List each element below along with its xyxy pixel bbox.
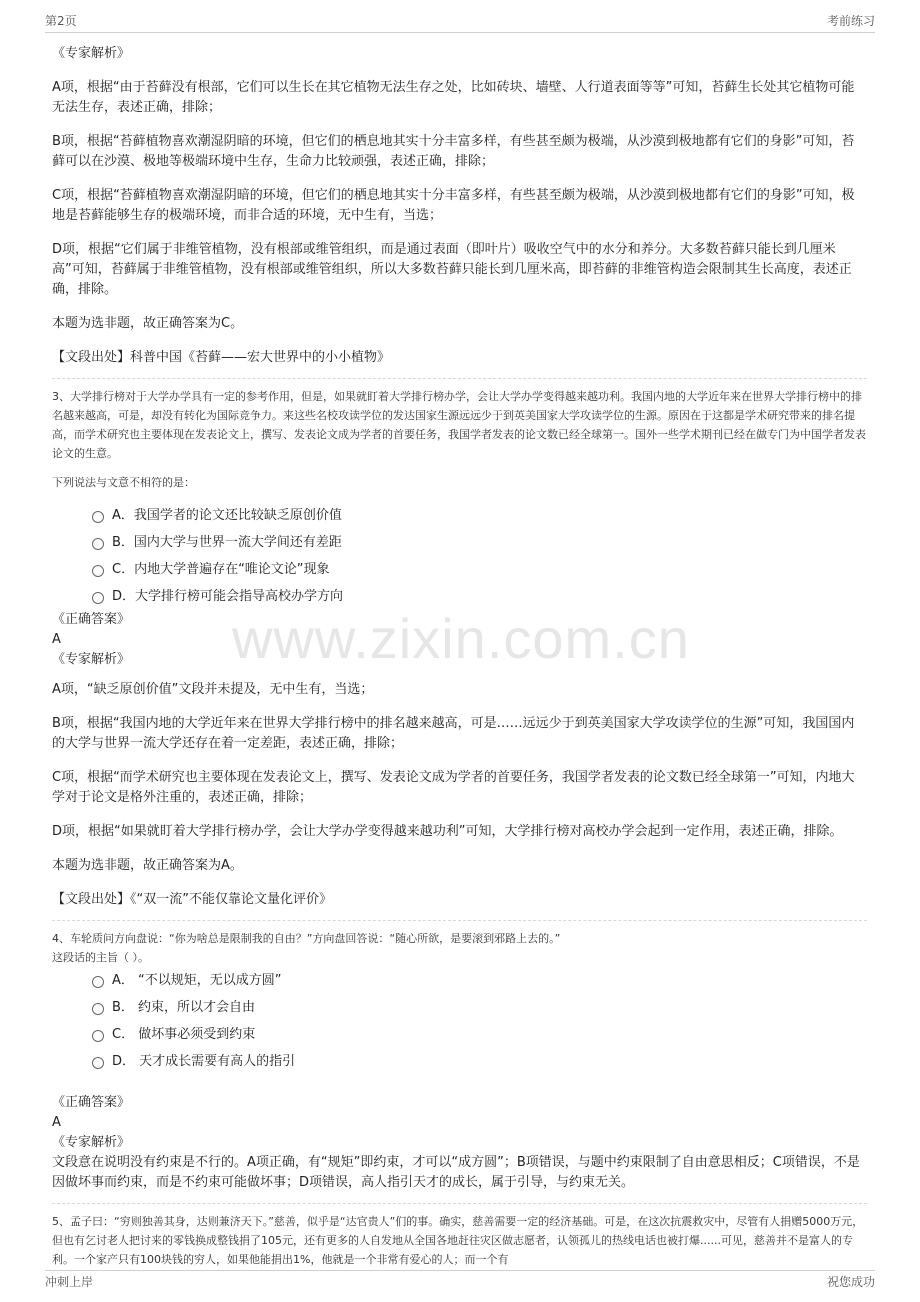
q2-analysis-a: A项，根据“由于苔藓没有根部，它们可以生长在其它植物无法生存之处，比如砖块、墙壁、人行道表面等等”可知，苔藓生长处其它植物可能无法生存，表述正确，排除； bbox=[52, 80, 855, 115]
q3-analysis-label: 《专家解析》 bbox=[52, 652, 131, 667]
divider bbox=[52, 920, 867, 921]
q4-stem: 4、车轮质问方向盘说：“你为啥总是限制我的自由？”方向盘回答说：“随心所欲，是要滚到邪路上去的。” bbox=[52, 932, 561, 945]
q3-analysis-b: B项，根据“我国内地的大学近年来在世界大学排行榜中的排名越来越高，可是……远远少于到英美国家大学攻读学位的生源”可知，我国国内的大学与世界一流大学还存在着一定差距，表述正确，排除； bbox=[52, 716, 855, 751]
radio-icon[interactable] bbox=[92, 592, 104, 604]
q3-analysis-a: A项，“缺乏原创价值”文段并未提及，无中生有，当选； bbox=[52, 682, 374, 697]
q3-conclusion: 本题为选非题，故正确答案为A。 bbox=[52, 858, 243, 873]
q2-analysis-label: 《专家解析》 bbox=[52, 46, 131, 61]
q2-source: 【文段出处】科普中国《苔藓——宏大世界中的小小植物》 bbox=[52, 350, 391, 365]
q3-prompt: 下列说法与文意不相符的是： bbox=[52, 476, 195, 489]
q2-analysis-c: C项，根据“苔藓植物喜欢潮湿阴暗的环境，但它们的栖息地其实十分丰富多样，有些甚至颇为极端，从沙漠到极地都有它们的身影”可知，极地是苔藓能够生存的极端环境，而非合适的环境，无中生有，当选； bbox=[52, 188, 855, 223]
q4-answer: A bbox=[52, 1115, 61, 1130]
radio-icon[interactable] bbox=[92, 1003, 104, 1015]
q3-stem: 3、大学排行榜对于大学办学具有一定的参考作用，但是，如果就盯着大学排行榜办学，会让大学办学变得越来越功利。我国内地的大学近年来在世界大学排行榜中的排名越来越高，可是，却没有转化为国际竞争力。来这些名校攻读学位的发达国家生源远远少于到英美国家大学攻读学位的生源。原因在于这都是学术研究带来的排名提高，而学术研究也主要体现在发表论文上，撰写、发表论文成为学者的首要任务，我国学者发表的论文数已经全球第一。国外一些学术期刊已经在做专门为中国学者发表论文的生意。 bbox=[52, 390, 866, 460]
q3-option-a[interactable]: A．我国学者的论文还比较缺乏原创价值 bbox=[92, 502, 867, 529]
q2-analysis-b: B项，根据“苔藓植物喜欢潮湿阴暗的环境，但它们的栖息地其实十分丰富多样，有些甚至颇为极端，从沙漠到极地都有它们的身影”可知，苔藓可以在沙漠、极地等极端环境中生存，生命力比较顽强，表述正确，排除； bbox=[52, 134, 855, 169]
q3-answer-label: 《正确答案》 bbox=[52, 612, 131, 627]
q3-option-d[interactable]: D．大学排行榜可能会指导高校办学方向 bbox=[92, 583, 867, 610]
q4-option-b[interactable]: B． 约束，所以才会自由 bbox=[92, 994, 867, 1021]
q4-option-c[interactable]: C． 做坏事必须受到约束 bbox=[92, 1021, 867, 1048]
q2-analysis-d: D项，根据“它们属于非维管植物，没有根部或维管组织，而是通过表面（即叶片）吸收空气中的水分和养分。大多数苔藓只能长到几厘米高”可知，苔藓属于非维管植物，没有根部或维管组织，所以大多数苔藓只能长到几厘米高，即苔藓的非维管构造会限制其生长高度，表述正确，排除。 bbox=[52, 242, 852, 297]
page-footer bbox=[45, 1270, 875, 1293]
q3-option-c[interactable]: C．内地大学普遍存在“唯论文论”现象 bbox=[92, 556, 867, 583]
watermark: www.zixin.com.cn bbox=[232, 607, 690, 670]
q5-stem: 5、孟子曰：“穷则独善其身，达则兼济天下。”慈善，似乎是“达官贵人”们的事。确实，慈善需要一定的经济基础。可是，在这次抗震救灾中，尽管有人捐赠5000万元，但也有乞讨老人把讨来的零钱换成整钱捐了105元，还有更多的人自发地从全国各地赶往灾区做志愿者，认领孤儿的热线电话也被打爆......可见，慈善并不是富人的专利。一个家产只有100块钱的穷人，如果他能捐出1%，他就是一个非常有爱心的人；而一个有 bbox=[52, 1215, 864, 1266]
q4-analysis: 文段意在说明没有约束是不行的。A项正确，有“规矩”即约束，才可以“成方圆”；B项错误，与题中约束限制了自由意思相反；C项错误，不是因做坏事而约束，而是不约束可能做坏事；D项错误，高人指引天才的成长，属于引导，与约束无关。 bbox=[52, 1155, 860, 1190]
page-header bbox=[45, 12, 875, 33]
q3-answer: A bbox=[52, 632, 61, 647]
q4-option-a[interactable]: A． “不以规矩，无以成方圆” bbox=[92, 967, 867, 994]
q4-analysis-label: 《专家解析》 bbox=[52, 1135, 131, 1150]
radio-icon[interactable] bbox=[92, 1030, 104, 1042]
q4-answer-label: 《正确答案》 bbox=[52, 1095, 131, 1110]
radio-icon[interactable] bbox=[92, 1057, 104, 1069]
radio-icon[interactable] bbox=[92, 538, 104, 550]
radio-icon[interactable] bbox=[92, 511, 104, 523]
divider bbox=[52, 1203, 867, 1204]
page-number: 第2页 bbox=[45, 14, 77, 28]
q4-option-d[interactable]: D． 天才成长需要有高人的指引 bbox=[92, 1048, 867, 1075]
footer-right: 祝您成功 bbox=[826, 1275, 875, 1289]
radio-icon[interactable] bbox=[92, 565, 104, 577]
document-body bbox=[52, 44, 867, 1269]
radio-icon[interactable] bbox=[92, 976, 104, 988]
q3-option-b[interactable]: B．国内大学与世界一流大学间还有差距 bbox=[92, 529, 867, 556]
header-title: 考前练习 bbox=[826, 14, 875, 28]
q2-conclusion: 本题为选非题，故正确答案为C。 bbox=[52, 316, 244, 331]
q3-analysis-d: D项，根据“如果就盯着大学排行榜办学，会让大学办学变得越来越功利”可知，大学排行榜对高校办学会起到一定作用，表述正确，排除。 bbox=[52, 824, 843, 839]
divider bbox=[52, 378, 867, 379]
q3-analysis-c: C项，根据“而学术研究也主要体现在发表论文上，撰写、发表论文成为学者的首要任务，我国学者发表的论文数已经全球第一”可知，内地大学对于论文是格外注重的，表述正确，排除； bbox=[52, 770, 855, 805]
q4-prompt: 这段话的主旨（ ）。 bbox=[52, 951, 149, 964]
q3-source: 【文段出处】《“双一流”不能仅靠论文量化评价》 bbox=[52, 892, 332, 907]
footer-left: 冲刺上岸 bbox=[45, 1275, 94, 1289]
